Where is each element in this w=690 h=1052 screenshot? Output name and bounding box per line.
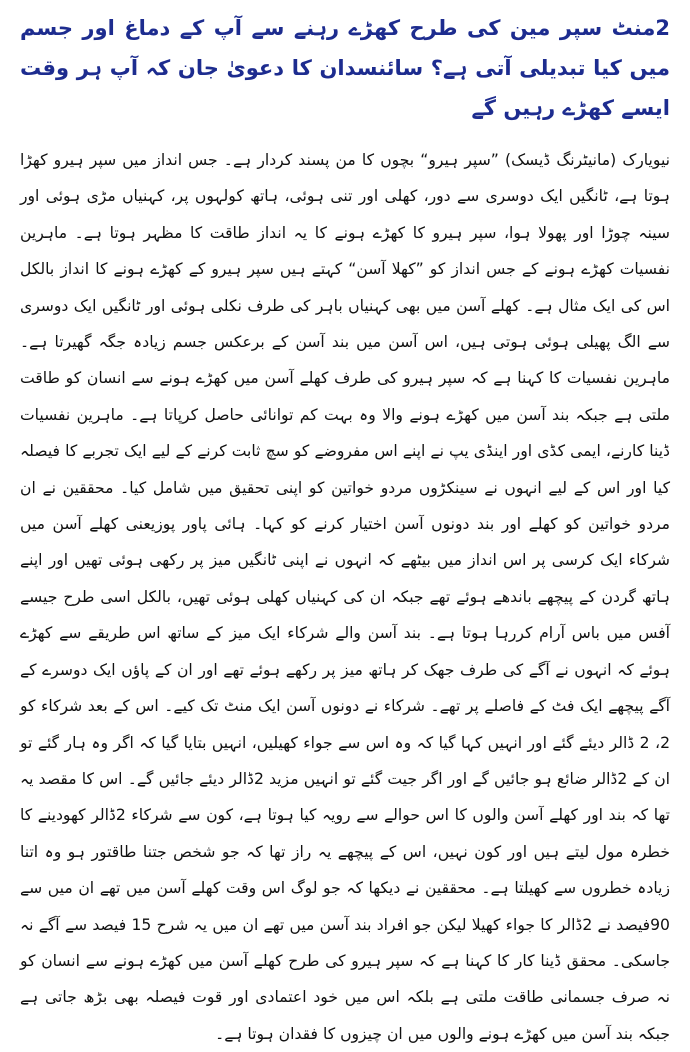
article-headline: 2منٹ سپر مین کی طرح کھڑے رہنے سے آپ کے دماغ اور جسم میں کیا تبدیلی آتی ہے؟ سائنسدان کا دعویٰ جان کہ آپ ہر وقت ایسے کھڑے رہیں گے (20, 16, 670, 120)
article-body: نیویارک (مانیٹرنگ ڈیسک) ”سپر ہیرو“ بچوں کا من پسند کردار ہے۔ جس انداز میں سپر ہیرو کھڑا ہوتا ہے، ٹانگیں ایک دوسری سے دور، کھلی اور تنی ہوئی، ہاتھ کولہوں پر، کہنیاں مڑی ہوئی اور سینہ چوڑا اور پھولا ہوا، سپر ہیرو کا کھڑے ہونے کا یہ انداز طاقت کا مظہر ہوتا ہے۔ ماہرین نفسیات کھڑے ہونے کے جس انداز کو ”کھلا آسن“ کہتے ہیں سپر ہیرو کے کھڑے ہونے کا انداز بالکل اس کی ایک مثال ہے۔ کھلے آسن میں بھی کہنیاں باہر کی طرف نکلی ہوئی اور ٹانگیں ایک دوسری سے الگ پھیلی ہوئی ہوتی ہیں، اس آسن میں بند آسن کے برعکس جسم زیادہ جگہ گھیرتا ہے۔ ماہرین نفسیات کا کہنا ہے کہ سپر ہیرو کی طرف کھلے آسن میں کھڑے ہونے سے انسان کو طاقت ملتی ہے جبکہ بند آسن میں کھڑے ہونے والا وہ بہت کم توانائی حاصل کرپاتا ہے۔ ماہرین نفسیات ڈینا کارنے، ایمی کڈی اور اینڈی یپ نے اپنے اس مفروضے کو سچ ثابت کرنے کے لیے ایک تجربے کا فیصلہ کیا اور اس کے لیے انہوں نے سینکڑوں مردو خواتین کو اپنی تحقیق میں شامل کیا۔ محققین نے ان مردو خواتین کو کھلے اور بند دونوں آسن اختیار کرنے کو کہا۔ ہائی پاور پوزیعنی کھلے آسن میں شرکاء ایک کرسی پر اس انداز میں بیٹھے کہ انہوں نے اپنی ٹانگیں میز پر رکھی ہوئی تھیں اور اپنے ہاتھ گردن کے پیچھے باندھے ہوئے تھے جبکہ ان کی کہنیاں کھلی ہوئی تھیں، بالکل اسی طرح جیسے آفس میں باس آرام کررہا ہوتا ہے۔ بند آسن والے شرکاء ایک میز کے ساتھ اس طریقے سے کھڑے ہوئے کہ انہوں نے آگے کی طرف جھک کر ہاتھ میز پر رکھے ہوئے تھے اور ان کے پاﺅں ایک دوسرے کے آگے پیچھے ایک فٹ کے فاصلے پر تھے۔ شرکاء نے دونوں آسن ایک منٹ تک کیے۔ اس کے بعد شرکاء کو 2، 2 ڈالر دیئے گئے اور انہیں کہا گیا کہ وہ اس سے جواء کھیلیں، انہیں بتایا گیا کہ اگر وہ ہار گئے تو ان کے 2ڈالر ضائع ہو جائیں گے اور اگر جیت گئے تو انہیں مزید 2ڈالر دیئے جائیں گے۔ اس کا مقصد یہ تھا کہ بند اور کھلے آسن والوں کا اس حوالے سے رویہ کیا ہوتا ہے، کون سے شرکاء 2ڈالر کھودینے کا خطرہ مول لیتے ہیں اور کون نہیں، اس کے پیچھے یہ راز تھا کہ جو شخص جتنا طاقتور ہو وہ اتنا زیادہ خطروں سے کھیلتا ہے۔ محققین نے دیکھا کہ جو لوگ اس وقت کھلے آسن میں تھے ان میں سے 90فیصد نے 2ڈالر کا جواء کھیلا لیکن جو افراد بند آسن میں تھے ان میں یہ شرح 15 فیصد سے آگے نہ جاسکی۔ محقق ڈینا کار کا کہنا ہے کہ سپر ہیرو کی طرح کھلے آسن میں کھڑے ہونے سے انسان کو نہ صرف جسمانی طاقت ملتی ہے بلکہ اس میں خود اعتمادی اور قوت فیصلہ بھی بڑھ جاتی ہے جبکہ بند آسن میں کھڑے ہونے والوں میں ان چیزوں کا فقدان ہوتا ہے۔ (20, 151, 670, 1043)
